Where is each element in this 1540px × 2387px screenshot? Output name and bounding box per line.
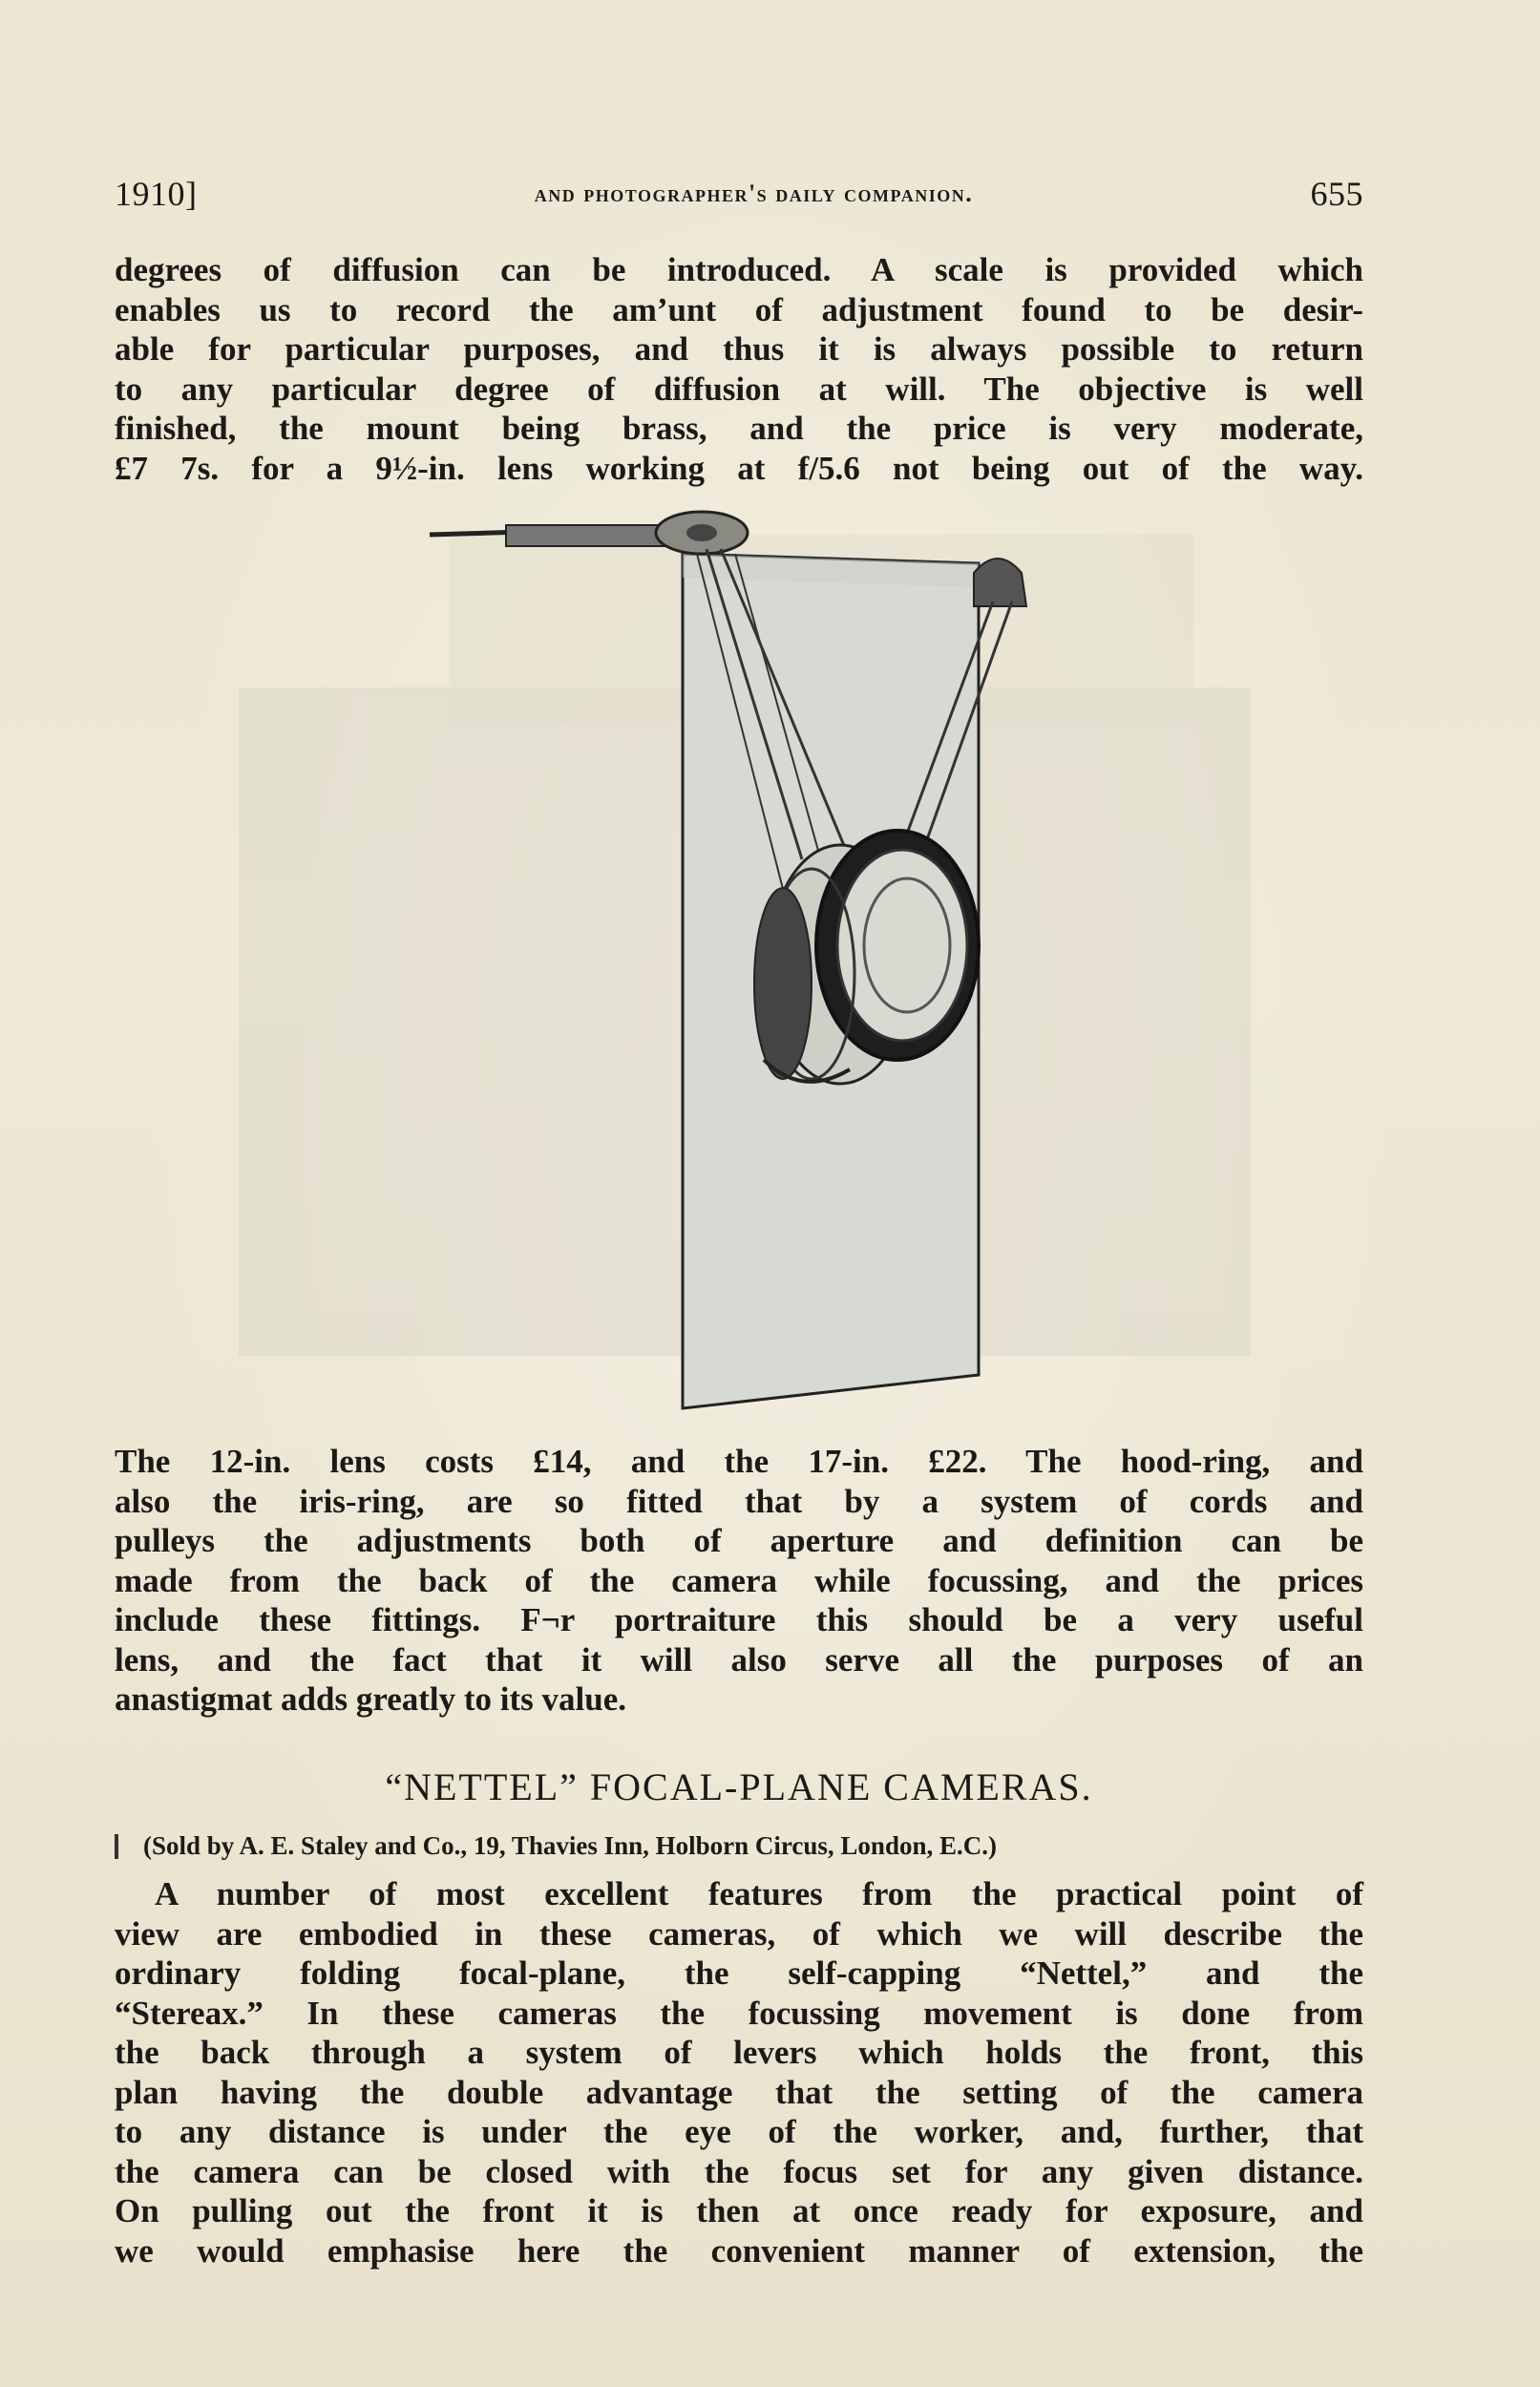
paragraph-middle bbox=[115, 1442, 1363, 1720]
text-line: anastigmat adds greatly to its value. bbox=[115, 1680, 627, 1718]
running-header bbox=[115, 170, 1363, 218]
text-line: The 12-in. lens costs £14, and the 17-in. £22. The hood-ring, and bbox=[115, 1443, 1363, 1480]
section-title: “NETTEL” FOCAL-PLANE CAMERAS. bbox=[385, 1765, 1093, 1808]
lens-illustration bbox=[229, 496, 1260, 1423]
text-line: On pulling out the front it is then at once ready for exposure, and bbox=[115, 2192, 1363, 2229]
text-line: £7 7s. for a 9½-in. lens working at f/5.6 not being out of the way. bbox=[115, 449, 1363, 487]
text-line: to any distance is under the eye of the worker, and, further, that bbox=[115, 2113, 1363, 2150]
sold-by-note bbox=[115, 1831, 1363, 1861]
text-line: include these fittings. F¬r portraiture this should be a very useful bbox=[115, 1601, 1363, 1638]
paragraph-top bbox=[115, 250, 1363, 488]
text-line: plan having the double advantage that the setting of the camera bbox=[115, 2073, 1363, 2111]
text-line: A number of most excellent features from the practical point of bbox=[155, 1875, 1363, 1912]
page-number: 655 bbox=[1310, 175, 1363, 213]
text-line: degrees of diffusion can be introduced. A scale is provided which bbox=[115, 251, 1363, 288]
text-line: we would emphasise here the convenient manner of extension, the bbox=[115, 2231, 1363, 2270]
text-line: pulleys the adjustments both of aperture and definition can be bbox=[115, 1522, 1363, 1559]
text-line: finished, the mount being brass, and the price is very moderate, bbox=[115, 410, 1363, 447]
text-line: “Stereax.” In these cameras the focussing movement is done from bbox=[115, 1994, 1363, 2032]
text-line: able for particular purposes, and thus it is always possible to return bbox=[115, 330, 1363, 368]
text-line: view are embodied in these cameras, of which we will describe the bbox=[115, 1914, 1363, 1953]
header-year: 1910] bbox=[115, 175, 198, 213]
text-line: also the iris-ring, are so fitted that by a system of cords and bbox=[115, 1482, 1363, 1520]
text-line: ordinary folding focal-plane, the self-capping “Nettel,” and the bbox=[115, 1954, 1363, 1992]
paragraph-bottom bbox=[115, 1874, 1363, 2271]
sold-by-text: (Sold by A. E. Staley and Co., 19, Thavies Inn, Holborn Circus, London, E.C.) bbox=[143, 1831, 997, 1860]
text-line: lens, and the fact that it will also serve all the purposes of an bbox=[115, 1640, 1363, 1679]
header-title: and photographer's daily companion. bbox=[534, 180, 974, 207]
barrel-flange bbox=[754, 888, 812, 1079]
text-line: to any particular degree of diffusion at will. The objective is well bbox=[115, 370, 1363, 408]
margin-mark bbox=[115, 1834, 118, 1859]
text-line: enables us to record the am’unt of adjustment found to be desir- bbox=[115, 290, 1363, 328]
text-line: made from the back of the camera while focussing, and the prices bbox=[115, 1561, 1363, 1599]
text-line: the camera can be closed with the focus set for any given distance. bbox=[115, 2152, 1363, 2190]
pulley-hub-left bbox=[686, 524, 717, 541]
text-line: the back through a system of levers which holds the front, this bbox=[115, 2034, 1363, 2071]
